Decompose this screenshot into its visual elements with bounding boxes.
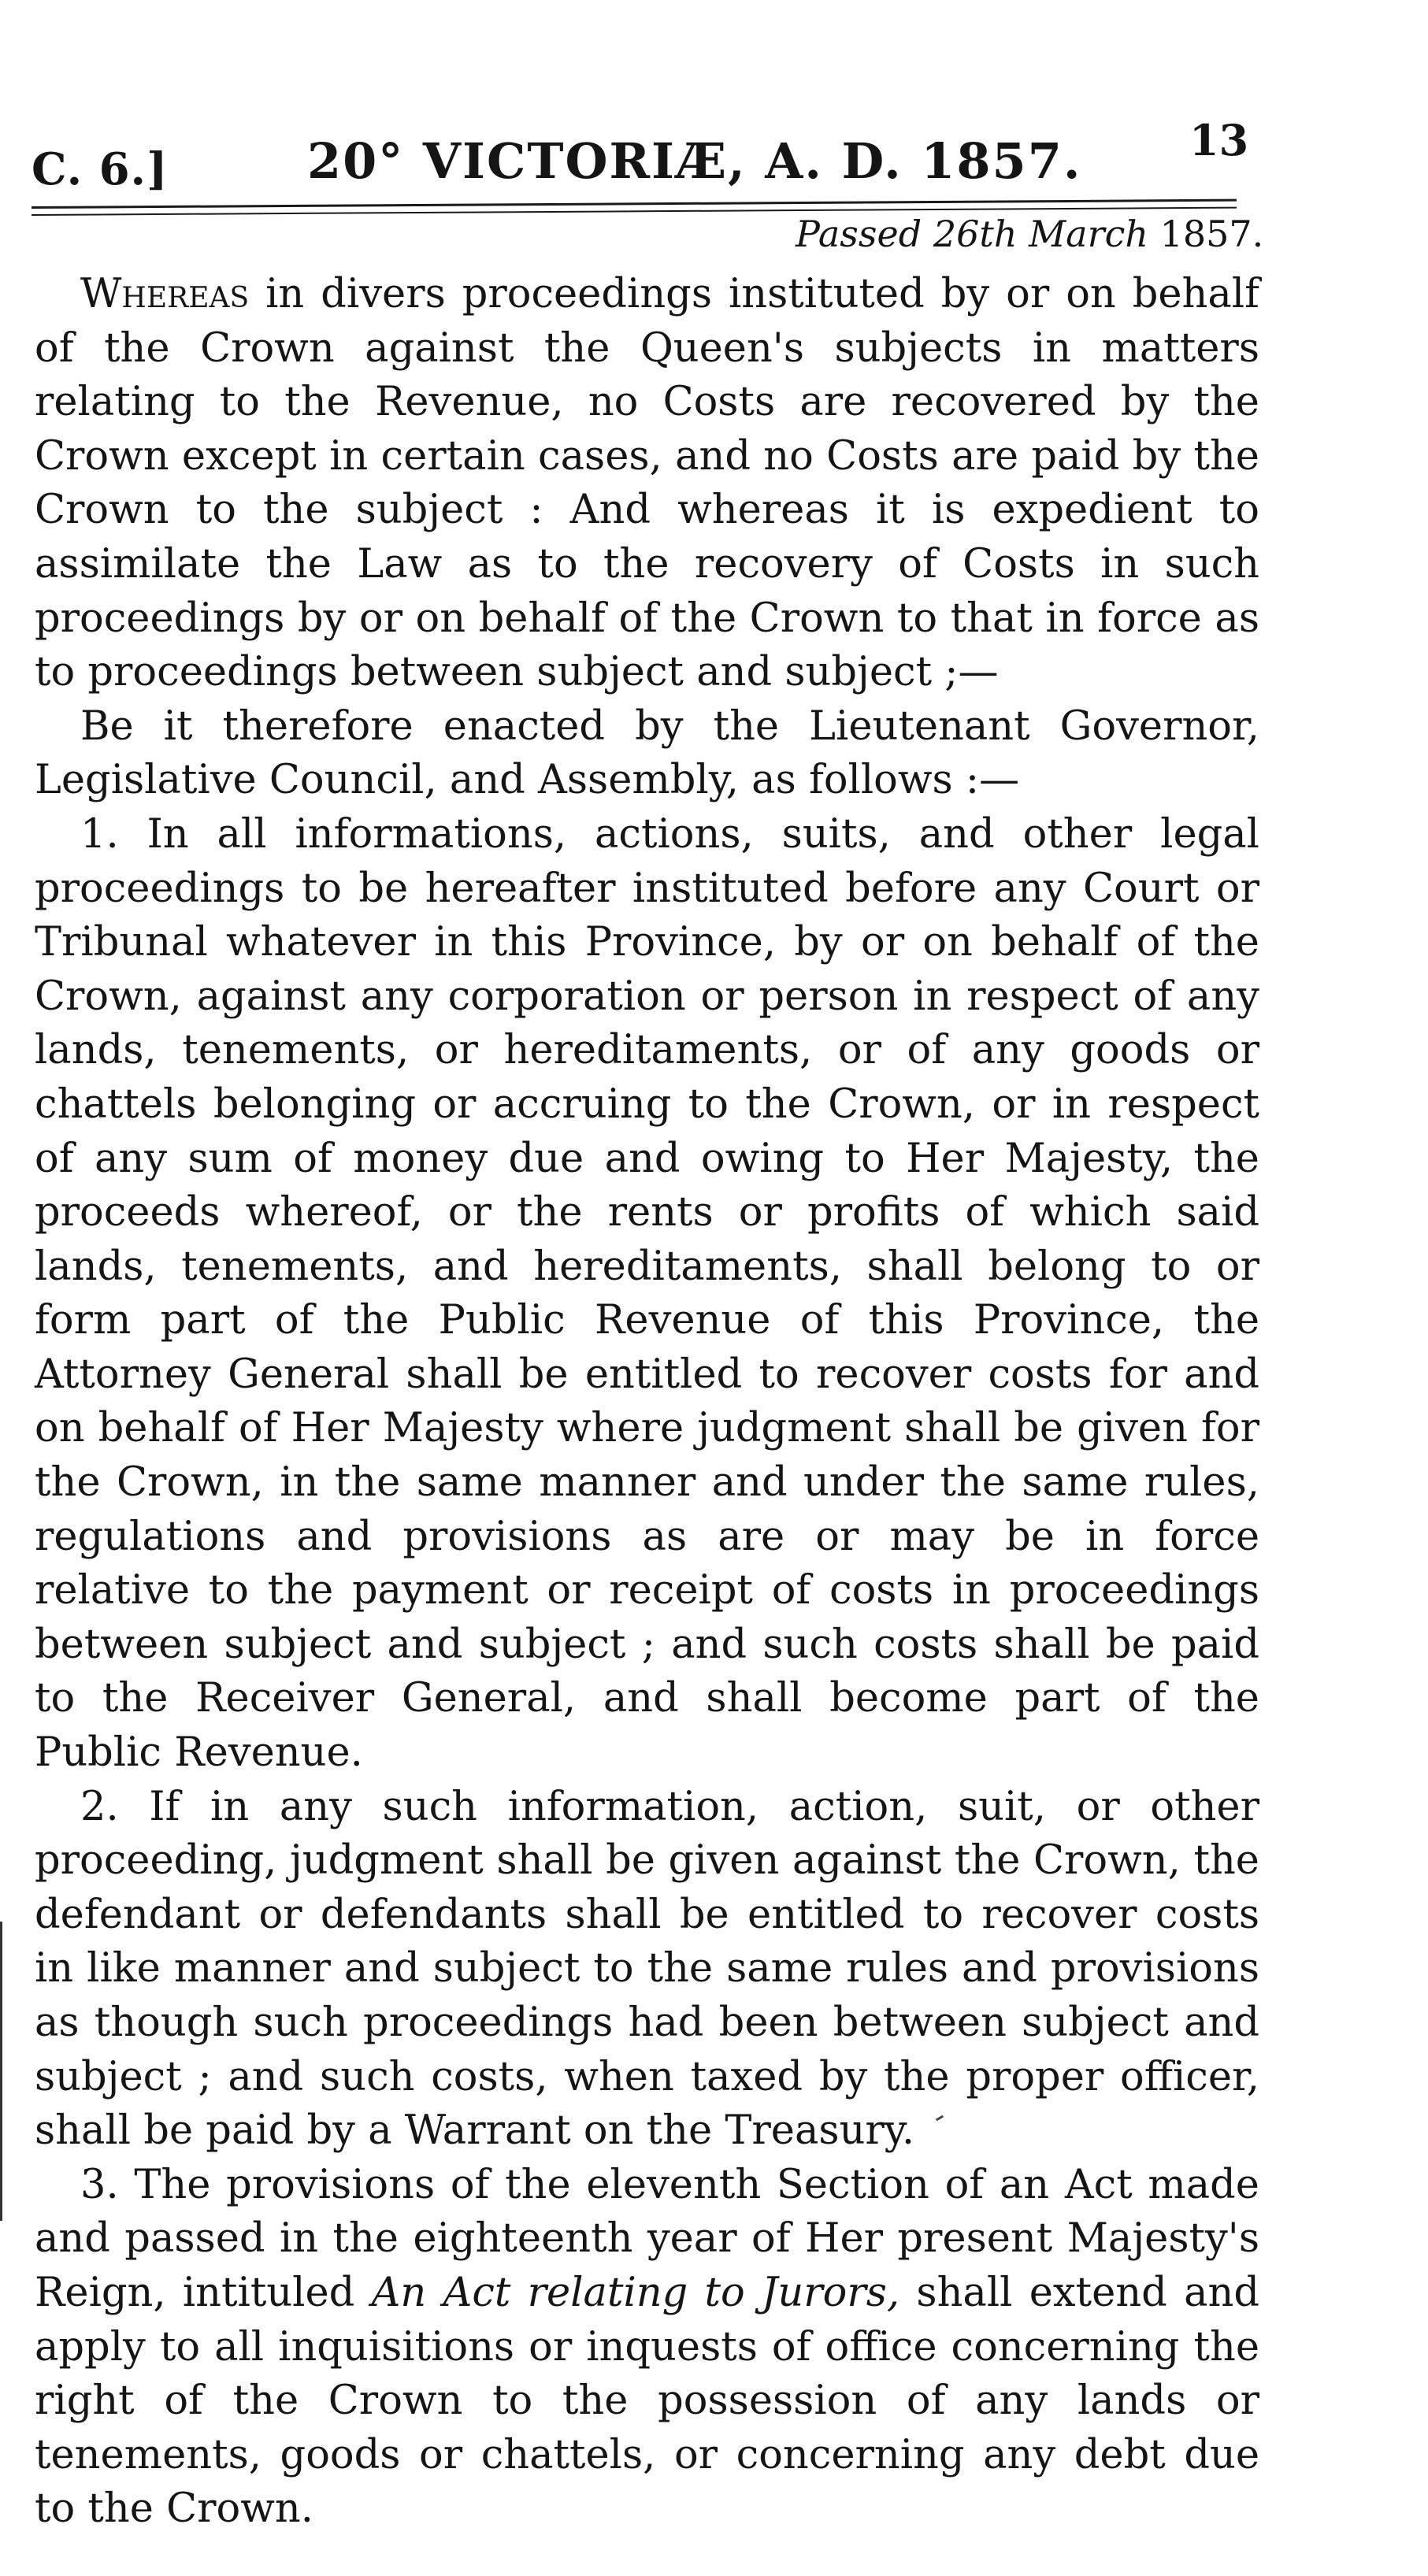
- running-header: [32, 110, 1249, 197]
- act-title-citation: An Act relating to Jurors,: [371, 2269, 900, 2316]
- act-body: [35, 268, 1259, 2537]
- section-3-after: shall extend and apply to all inquisitions or inquests of office concerning the right of the Crown to the possession of any lands or tenements, goods or chattels, or concerning any debt due to the Crown.: [35, 2269, 1259, 2533]
- section-2: 2. If in any such information, action, suit, or other proceeding, judgment shall be given against the Crown, the defendant or defendants shall be entitled to recover costs in like manner and subject to the same rules and provisions as though such proceedings had been between subject and subject ; and such costs, when taxed by the proper officer, shall be paid by a Warrant on the Treasury.: [35, 1783, 1259, 2155]
- section-1: 1. In all informations, actions, suits, and other legal proceedings to be hereafter instituted before any Court or Tribunal whatever in this Province, by or on behalf of the Crown, against any corporation or person in respect of any lands, tenements, or hereditaments, or of any goods or chattels belonging or accruing to the Crown, or in respect of any sum of money due and owing to Her Majesty, the proceeds whereof, or the rents or profits of which said lands, tenements, and hereditaments, shall belong to or form part of the Public Revenue of this Province, the Attorney General shall be entitled to recover costs for and on behalf of Her Majesty where judgment shall be given for the Crown, in the same manner and under the same rules, regulations and provisions as are or may be in force relative to the payment or receipt of costs in proceedings between subject and subject ; and such costs shall be paid to the Receiver General, and shall become part of the Public Revenue.: [35, 810, 1259, 1777]
- section-3-before: 3. The provisions of the eleventh Section of an Act made and passed in the eighteenth year of Her present Majesty's Reign, intituled: [35, 2161, 1259, 2316]
- passed-label: Passed 26th March: [796, 213, 1148, 255]
- header-title: 20° VICTORIÆ, A. D. 1857.: [307, 132, 1082, 190]
- section-3: [35, 2159, 1259, 2537]
- preamble-text: in divers proceedings instituted by or on behalf of the Crown against the Queen's subjects in matters relating to the Revenue, no Costs are recovered by the Crown except in certain cases, and no Costs are paid by the Crown to the subject : And whereas it is expedient to assimilate the Law as to the recovery of Costs in such proceedings by or on behalf of the Crown to that in force as to proceedings between subject and subject ;—: [35, 271, 1259, 696]
- page-number: 13: [1189, 115, 1249, 165]
- binding-edge-mark: [0, 1922, 2, 2221]
- preamble-paragraph: [35, 268, 1259, 700]
- preamble-first-word: Whereas: [80, 271, 250, 317]
- chapter-reference: C. 6.]: [32, 143, 169, 195]
- passed-date: [796, 213, 1263, 255]
- enacting-clause: Be it therefore enacted by the Lieutenant Governor, Legislative Council, and Assembly, as follows :—: [35, 702, 1259, 804]
- passed-year: 1857.: [1159, 213, 1264, 255]
